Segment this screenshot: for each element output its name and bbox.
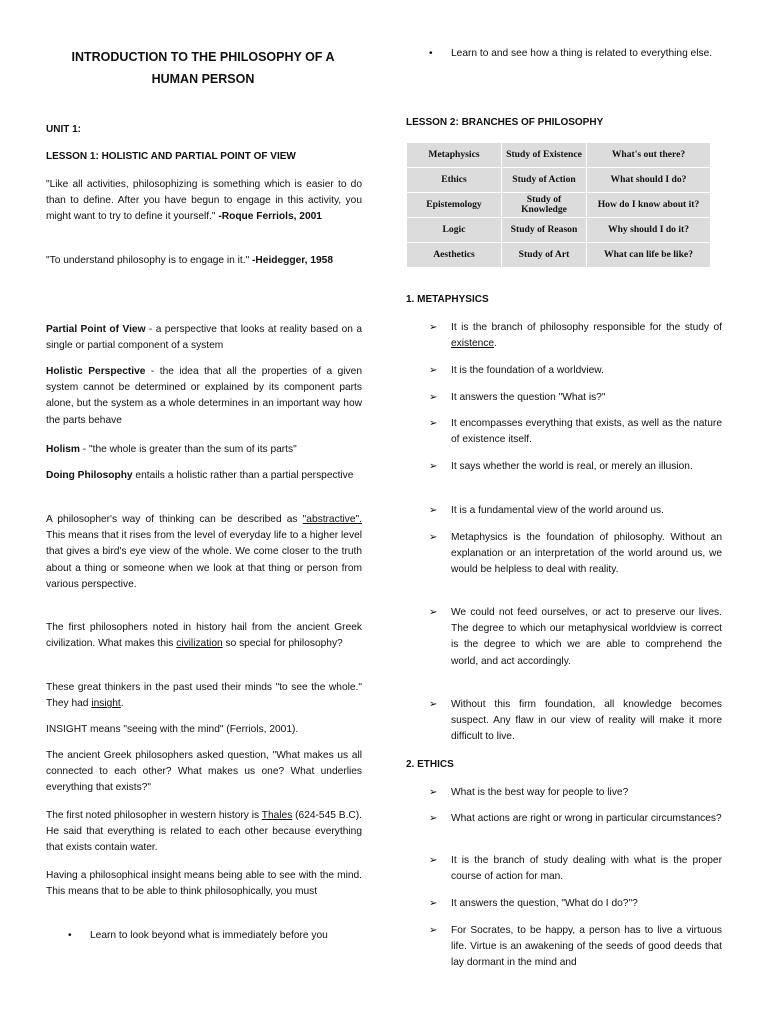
definition: entails a holistic rather than a partial perspective bbox=[132, 470, 354, 481]
list-item-text: Without this firm foundation, all knowledge becomes suspect. Any flaw in our view of reality will make it more difficult to live. bbox=[451, 699, 722, 743]
metaphysics-heading: 1. METAPHYSICS bbox=[406, 294, 489, 305]
quote-author: -Roque Ferriols, 2001 bbox=[215, 211, 322, 223]
table-row bbox=[407, 168, 711, 193]
table-row bbox=[407, 143, 711, 168]
document-title: INTRODUCTION TO THE PHILOSOPHY OF A HUMAN PERSON bbox=[71, 50, 335, 86]
text: A philosopher's way of thinking can be described as bbox=[46, 514, 303, 525]
study-cell: Study of Reason bbox=[502, 218, 587, 243]
study-cell: Study of Existence bbox=[502, 143, 587, 168]
great-thinkers-paragraph bbox=[46, 680, 362, 712]
list-item-text: We could not feed ourselves, or act to preserve our lives. The degree to which our metaphysical worldview is correct is the degree to which we are able to comprehend the world, and act accordingly. bbox=[451, 607, 722, 667]
arrow-bullet-icon: ➢ bbox=[429, 532, 438, 543]
question-cell: What can life be like? bbox=[587, 243, 711, 268]
list-item bbox=[429, 923, 722, 972]
lesson1-heading: LESSON 1: HOLISTIC AND PARTIAL POINT OF VIEW bbox=[46, 151, 296, 162]
list-item bbox=[429, 416, 722, 448]
list-item-text: It encompasses everything that exists, as well as the nature of existence itself. bbox=[451, 418, 722, 446]
lesson2-heading: LESSON 2: BRANCHES OF PHILOSOPHY bbox=[406, 117, 604, 128]
underlined-term: existence bbox=[451, 338, 495, 350]
holism-definition bbox=[46, 442, 362, 458]
table-row bbox=[407, 243, 711, 268]
ethics-heading: 2. ETHICS bbox=[406, 759, 454, 770]
list-item bbox=[429, 697, 722, 746]
list-item bbox=[429, 320, 722, 352]
question-cell: Why should I do it? bbox=[587, 218, 711, 243]
list-item bbox=[429, 459, 722, 475]
arrow-bullet-icon: ➢ bbox=[429, 787, 438, 798]
list-item-text: Metaphysics is the foundation of philosophy. Without an explanation or an interpretation of the world around us, we would be helpless to deal with reality. bbox=[451, 532, 722, 576]
underlined-term: civilization bbox=[176, 638, 223, 650]
list-item bbox=[429, 853, 722, 885]
study-cell: Study of Art bbox=[502, 243, 587, 268]
list-item-text: Learn to look beyond what is immediately before you bbox=[90, 930, 328, 941]
heidegger-quote bbox=[46, 253, 362, 269]
bullet-icon: • bbox=[68, 930, 72, 941]
list-item-text: It says whether the world is real, or merely an illusion. bbox=[451, 461, 693, 472]
unit-heading: UNIT 1: bbox=[46, 124, 81, 135]
table-row bbox=[407, 218, 711, 243]
arrow-bullet-icon: ➢ bbox=[429, 855, 438, 866]
list-item-text: Learn to and see how a thing is related to everything else. bbox=[451, 48, 713, 59]
definition: - "the whole is greater than the sum of its parts" bbox=[79, 444, 297, 455]
list-item bbox=[429, 811, 722, 827]
text: . bbox=[494, 338, 497, 350]
definition: - the idea that all the properties of a given system cannot be determined or explained by its component parts alone, but the system as a whole determines in an important way how the parts behave bbox=[46, 366, 362, 426]
quote-author: -Heidegger, 1958 bbox=[252, 255, 334, 266]
study-cell: Study of Action bbox=[502, 168, 587, 193]
ferriols-quote bbox=[46, 177, 362, 226]
abstractive-paragraph bbox=[46, 512, 362, 593]
text: The first noted philosopher in western history is bbox=[46, 810, 262, 821]
term: Holistic Perspective bbox=[46, 366, 146, 377]
quote-text: "Like all activities, philosophizing is something which is easier to do than to define. After you have begun to engage in this activity, you might want to try to define it yourself." bbox=[46, 179, 362, 223]
list-item-text: What is the best way for people to live? bbox=[451, 787, 629, 798]
text: This means that it rises from the level of everyday life to a higher level that gives a bird's eye view of the whole. We come closer to the truth about a thing or someone when we look at that thing or person from various perspective. bbox=[46, 530, 362, 590]
text: so special for philosophy? bbox=[222, 638, 343, 650]
list-item-text: For Socrates, to be happy, a person has to live a virtuous life. Virtue is an awakening of the seeds of good deeds that lay dormant in the mind and bbox=[451, 925, 722, 969]
list-item bbox=[429, 605, 722, 670]
underlined-term: Thales bbox=[261, 810, 293, 821]
arrow-bullet-icon: ➢ bbox=[429, 392, 438, 403]
insight-paragraph: INSIGHT means "seeing with the mind" (Ferriols, 2001). bbox=[46, 724, 299, 735]
holistic-definition bbox=[46, 364, 362, 429]
branch-cell: Aesthetics bbox=[407, 243, 502, 268]
text: It is the branch of philosophy responsible for the study of bbox=[451, 322, 722, 333]
term: Holism bbox=[46, 444, 80, 455]
question-cell: What's out there? bbox=[587, 143, 711, 168]
list-item bbox=[429, 785, 722, 801]
text: These great thinkers in the past used their minds "to see the whole." They had bbox=[46, 682, 362, 710]
arrow-bullet-icon: ➢ bbox=[429, 898, 438, 909]
arrow-bullet-icon: ➢ bbox=[429, 322, 438, 333]
quote-text: "To understand philosophy is to engage in it." bbox=[46, 255, 253, 266]
insight-means-paragraph: Having a philosophical insight means being able to see with the mind. This means that to be able to think philosophically, you must bbox=[46, 870, 362, 898]
text: The first philosophers noted in history hail from the ancient Greek civilization. What makes this bbox=[46, 622, 362, 650]
list-item bbox=[429, 896, 722, 912]
text: . bbox=[120, 698, 124, 710]
arrow-bullet-icon: ➢ bbox=[429, 418, 438, 429]
arrow-bullet-icon: ➢ bbox=[429, 505, 438, 516]
branches-table bbox=[406, 142, 711, 268]
definition: - a perspective that looks at reality based on a single or partial component of a system bbox=[46, 324, 362, 352]
arrow-bullet-icon: ➢ bbox=[429, 925, 438, 936]
arrow-bullet-icon: ➢ bbox=[429, 365, 438, 376]
arrow-bullet-icon: ➢ bbox=[429, 461, 438, 472]
term: Partial Point of View bbox=[46, 324, 146, 335]
arrow-bullet-icon: ➢ bbox=[429, 607, 438, 618]
greek-questions-paragraph: The ancient Greek philosophers asked question, "What makes us all connected to each other? What makes us one? What underlies everything that exists?" bbox=[46, 750, 362, 794]
list-item-text: It is a fundamental view of the world around us. bbox=[451, 505, 664, 516]
list-item-text: It is the foundation of a worldview. bbox=[451, 365, 604, 376]
partial-definition bbox=[46, 322, 362, 354]
thales-paragraph bbox=[46, 808, 362, 857]
arrow-bullet-icon: ➢ bbox=[429, 699, 438, 710]
question-cell: How do I know about it? bbox=[587, 193, 711, 218]
branch-cell: Metaphysics bbox=[407, 143, 502, 168]
list-item-text: It is the branch of study dealing with what is the proper course of action for man. bbox=[451, 855, 722, 883]
list-item bbox=[429, 503, 722, 519]
list-item bbox=[429, 363, 722, 379]
underlined-term: insight bbox=[91, 698, 121, 710]
bullet-icon: • bbox=[429, 48, 433, 59]
arrow-bullet-icon: ➢ bbox=[429, 813, 438, 824]
branches-table-body bbox=[407, 143, 711, 268]
question-cell: What should I do? bbox=[587, 168, 711, 193]
doing-philosophy-definition bbox=[46, 468, 362, 484]
table-row bbox=[407, 193, 711, 218]
list-item-text: It answers the question "What is?" bbox=[451, 392, 606, 403]
greek-paragraph bbox=[46, 620, 362, 652]
text: (624-545 B.C). He said that everything is related to each other because everything that exists contain water. bbox=[46, 810, 362, 854]
list-item bbox=[429, 390, 722, 406]
list-item bbox=[429, 46, 722, 62]
branch-cell: Logic bbox=[407, 218, 502, 243]
list-item bbox=[429, 530, 722, 579]
term: Doing Philosophy bbox=[46, 470, 133, 481]
study-cell: Study of Knowledge bbox=[502, 193, 587, 218]
branch-cell: Epistemology bbox=[407, 193, 502, 218]
underlined-term: "abstractive". bbox=[302, 514, 362, 525]
list-item bbox=[68, 928, 362, 944]
list-item-text: It answers the question, "What do I do?"? bbox=[451, 898, 638, 909]
list-item-text: What actions are right or wrong in particular circumstances? bbox=[451, 813, 722, 824]
branch-cell: Ethics bbox=[407, 168, 502, 193]
